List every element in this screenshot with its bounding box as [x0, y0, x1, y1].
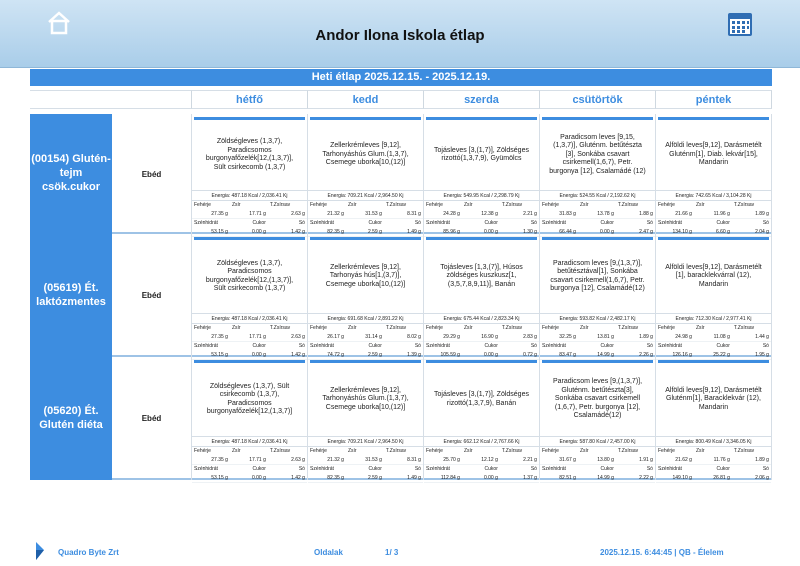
menu-cell	[656, 234, 772, 357]
nutrient-value: 2.26 g	[616, 351, 655, 360]
calendar-icon[interactable]	[727, 11, 753, 37]
nutrient-value: 8.31 g	[384, 456, 423, 465]
nutrient-label: Só	[530, 220, 537, 226]
nutrient-value: 2.59 g	[346, 228, 384, 237]
nutrient-label: Cukor	[368, 466, 382, 472]
nutrient-label: Cukor	[484, 466, 498, 472]
nutrient-value: 24.98 g	[656, 333, 694, 342]
nutrient-value: 31.53 g	[346, 210, 384, 219]
menu-cell	[424, 114, 540, 234]
meal-type: Ebéd	[112, 234, 192, 357]
nutrition-table	[540, 447, 655, 483]
nutrient-label: Szénhidrát	[658, 466, 682, 472]
nutrient-value: 31.53 g	[346, 456, 384, 465]
nutrient-label: Zsír	[231, 325, 241, 331]
diet-row	[30, 114, 772, 234]
menu-text: Zöldségleves (1,3,7), Paradicsomos burgonyafőzelék[12,(1,3,7)], Sült csirkecomb (1,3,7)	[192, 120, 307, 191]
nutrient-label: Só	[646, 220, 653, 226]
menu-text: Tojásleves [3,(1,7)], Zöldséges rizottó(1,3,7,9), Banán	[424, 363, 539, 437]
nutrition-table	[540, 324, 655, 360]
nutrient-label: Cukor	[252, 220, 266, 226]
nutrient-label: Zsír	[347, 325, 357, 331]
nutrient-label: Cukor	[484, 220, 498, 226]
nutrient-value: 2.83 g	[500, 333, 539, 342]
nutrient-value: 2.21 g	[500, 456, 539, 465]
nutrition-table	[540, 201, 655, 237]
nutrient-value: 21.32 g	[308, 456, 346, 465]
menu-cell	[424, 357, 540, 480]
nutrient-value: 2.63 g	[268, 333, 307, 342]
nutrient-label: T.Zsírsav	[501, 448, 523, 454]
nutrient-label: Zsír	[347, 448, 357, 454]
nutrient-label: Szénhidrát	[658, 220, 682, 226]
nutrient-label: Fehérje	[426, 325, 443, 331]
nutrient-label: Zsír	[231, 202, 241, 208]
nutrition-table	[308, 324, 423, 360]
nutrient-label: Cukor	[252, 466, 266, 472]
nutrient-value: 1.37 g	[500, 474, 539, 483]
nutrient-label: T.Zsírsav	[733, 202, 755, 208]
nutrient-value: 31.67 g	[540, 456, 578, 465]
nutrient-label: Cukor	[716, 220, 730, 226]
nutrient-value: 13.80 g	[578, 456, 616, 465]
menu-text: Paradicsom leves [9,15, (1,3,7)], Gluténm. betűtészta [3], Sonkába csavart csirkemell(1,6,7), Petr. burgonya [12], Csalamádé (12)	[540, 120, 655, 191]
menu-cell	[540, 114, 656, 234]
nutrient-label: Szénhidrát	[194, 466, 218, 472]
nutrient-label: Zsír	[463, 448, 473, 454]
nutrient-value: 53.15 g	[192, 351, 230, 360]
energy-value: Energia: 709.21 Kcal / 2,964.50 Kj	[308, 437, 423, 447]
nutrient-value: 16.90 g	[462, 333, 500, 342]
menu-text: Zellerkrémleves [9,12], Tarhonyáshús Glum.(1,3,7), Csemege uborka[10,(12)]	[308, 120, 423, 191]
nutrition-table	[308, 201, 423, 237]
nutrient-value: 0.00 g	[462, 474, 500, 483]
diet-row	[30, 357, 772, 480]
nutrient-label: Cukor	[716, 343, 730, 349]
nutrient-value: 105.59 g	[424, 351, 462, 360]
nutrient-value: 1.42 g	[268, 228, 307, 237]
menu-text: Alföldi leves[9,12], Darásmetélt [1], baracklekvárral (12), Mandarin	[656, 240, 771, 314]
energy-value: Energia: 662.12 Kcal / 2,767.66 Kj	[424, 437, 539, 447]
nutrient-label: Só	[414, 343, 421, 349]
nutrient-label: T.Zsírsav	[385, 202, 407, 208]
nutrition-table	[424, 324, 539, 360]
pages-label: Oldalak	[314, 548, 343, 557]
energy-value: Energia: 709.21 Kcal / 2,964.50 Kj	[308, 191, 423, 201]
menu-cell	[656, 357, 772, 480]
nutrient-label: Só	[646, 343, 653, 349]
nutrient-label: Só	[646, 466, 653, 472]
nutrient-label: Zsír	[231, 448, 241, 454]
nutrient-label: Fehérje	[310, 448, 327, 454]
menu-cell	[192, 114, 308, 234]
nutrient-label: Cukor	[600, 466, 614, 472]
nutrient-value: 26.17 g	[308, 333, 346, 342]
nutrient-value: 0.72 g	[500, 351, 539, 360]
nutrient-label: Szénhidrát	[426, 220, 450, 226]
nutrient-value: 17.71 g	[230, 333, 268, 342]
nutrient-value: 1.89 g	[732, 210, 771, 219]
nutrient-label: Zsír	[463, 202, 473, 208]
nutrient-label: Só	[298, 343, 305, 349]
nutrient-value: 1.89 g	[732, 456, 771, 465]
energy-value: Energia: 675.44 Kcal / 2,823.34 Kj	[424, 314, 539, 324]
nutrient-label: Szénhidrát	[194, 343, 218, 349]
day-header-1: kedd	[308, 90, 424, 109]
nutrient-label: T.Zsírsav	[269, 202, 291, 208]
diet-name: (05620) Ét. Glutén diéta	[30, 357, 112, 480]
nutrient-label: Zsír	[579, 448, 589, 454]
nutrient-value: 11.76 g	[694, 456, 732, 465]
nutrient-value: 2.21 g	[500, 210, 539, 219]
nutrient-label: T.Zsírsav	[617, 448, 639, 454]
nutrient-value: 24.28 g	[424, 210, 462, 219]
nutrient-label: Só	[762, 220, 769, 226]
nutrient-value: 14.99 g	[578, 351, 616, 360]
nutrient-value: 149.10 g	[656, 474, 694, 483]
energy-value: Energia: 487.18 Kcal / 2,036.41 Kj	[192, 437, 307, 447]
page-header	[0, 0, 800, 68]
nutrient-value: 126.16 g	[656, 351, 694, 360]
diet-name: (05619) Ét. laktózmentes	[30, 234, 112, 357]
nutrient-value: 27.35 g	[192, 333, 230, 342]
nutrient-label: Cukor	[600, 220, 614, 226]
nutrient-label: Cukor	[600, 343, 614, 349]
nutrient-label: T.Zsírsav	[733, 448, 755, 454]
nutrient-value: 32.25 g	[540, 333, 578, 342]
nutrient-value: 2.63 g	[268, 210, 307, 219]
nutrient-label: Fehérje	[542, 325, 559, 331]
energy-value: Energia: 712.30 Kcal / 2,977.41 Kj	[656, 314, 771, 324]
nutrient-label: T.Zsírsav	[269, 448, 291, 454]
nutrient-value: 1.39 g	[384, 351, 423, 360]
energy-value: Energia: 549.95 Kcal / 2,298.79 Kj	[424, 191, 539, 201]
nutrient-label: Cukor	[368, 343, 382, 349]
nutrient-value: 134.10 g	[656, 228, 694, 237]
nutrient-value: 1.88 g	[616, 210, 655, 219]
nutrient-label: Só	[298, 466, 305, 472]
nutrient-value: 13.81 g	[578, 333, 616, 342]
nutrient-value: 0.00 g	[578, 228, 616, 237]
nutrient-value: 2.04 g	[732, 228, 771, 237]
nutrient-value: 53.15 g	[192, 474, 230, 483]
nutrient-value: 2.06 g	[732, 474, 771, 483]
diet-row	[30, 234, 772, 357]
menu-text: Alföldi leves[9,12], Darásmetélt Gluténm[1], Diab. lekvár[15], Mandarin	[656, 120, 771, 191]
menu-text: Zöldségleves (1,3,7), Sült csirkecomb (1,3,7), Paradicsomos burgonyafőzelék[12,(1,3,7)]	[192, 363, 307, 437]
nutrient-label: Fehérje	[658, 448, 675, 454]
nutrient-value: 85.96 g	[424, 228, 462, 237]
nutrient-value: 1.95 g	[732, 351, 771, 360]
menu-text: Zellerkrémleves [9,12], Tarhonyás hús[1,(3,7)], Csemege uborka[10,(12)]	[308, 240, 423, 314]
nutrient-label: Fehérje	[310, 202, 327, 208]
nutrient-value: 26.81 g	[694, 474, 732, 483]
nutrient-label: Fehérje	[426, 202, 443, 208]
nutrient-label: T.Zsírsav	[501, 202, 523, 208]
nutrient-value: 29.29 g	[424, 333, 462, 342]
energy-value: Energia: 742.65 Kcal / 3,104.28 Kj	[656, 191, 771, 201]
nutrient-label: Szénhidrát	[542, 466, 566, 472]
nutrition-table	[656, 324, 771, 360]
menu-text: Zöldségleves (1,3,7), Paradicsomos burgonyafőzelék[12,(1,3,7)], Sült csirkecomb (1,3,7)	[192, 240, 307, 314]
nutrient-value: 53.15 g	[192, 228, 230, 237]
nutrient-label: Só	[530, 343, 537, 349]
nutrient-value: 14.99 g	[578, 474, 616, 483]
nutrient-value: 82.51 g	[540, 474, 578, 483]
menu-text: Alföldi leves[9,12], Darásmetélt Gluténm[1], Baracklekvár (12), Mandarin	[656, 363, 771, 437]
energy-value: Energia: 524.55 Kcal / 2,192.62 Kj	[540, 191, 655, 201]
nutrient-value: 0.00 g	[462, 351, 500, 360]
energy-value: Energia: 593.82 Kcal / 2,482.17 Kj	[540, 314, 655, 324]
nutrient-label: Fehérje	[194, 202, 211, 208]
nutrient-value: 1.42 g	[268, 474, 307, 483]
nutrient-label: Zsír	[579, 202, 589, 208]
meal-type: Ebéd	[112, 114, 192, 234]
nutrient-value: 31.14 g	[346, 333, 384, 342]
energy-value: Energia: 487.18 Kcal / 2,036.41 Kj	[192, 191, 307, 201]
nutrient-label: Fehérje	[194, 325, 211, 331]
company-name: Quadro Byte Zrt	[58, 548, 119, 557]
page-title: Andor Ilona Iskola étlap	[315, 27, 485, 44]
nutrient-value: 1.49 g	[384, 474, 423, 483]
nutrient-value: 1.49 g	[384, 228, 423, 237]
nutrient-label: T.Zsírsav	[617, 325, 639, 331]
nutrient-value: 1.42 g	[268, 351, 307, 360]
nutrient-value: 25.22 g	[694, 351, 732, 360]
week-label: Heti étlap 2025.12.15. - 2025.12.19.	[30, 69, 772, 86]
nutrient-value: 2.47 g	[616, 228, 655, 237]
day-header-4: péntek	[656, 90, 772, 109]
nutrient-label: Zsír	[463, 325, 473, 331]
nutrition-table	[656, 447, 771, 483]
energy-value: Energia: 587.80 Kcal / 2,457.00 Kj	[540, 437, 655, 447]
nutrient-label: Só	[762, 466, 769, 472]
nutrient-value: 0.00 g	[230, 474, 268, 483]
nutrient-value: 2.59 g	[346, 474, 384, 483]
nutrient-value: 17.71 g	[230, 456, 268, 465]
nutrient-value: 83.47 g	[540, 351, 578, 360]
nutrient-label: Szénhidrát	[658, 343, 682, 349]
nutrient-label: Cukor	[716, 466, 730, 472]
nutrient-label: Fehérje	[426, 448, 443, 454]
menu-text: Paradicsom leves [9,(1,3,7)], betűtésztával[1], Sonkába csavart csirkemell(1,6,7), Petr. burgonya [12], Csalamádé(12)	[540, 240, 655, 314]
nutrient-label: T.Zsírsav	[733, 325, 755, 331]
nutrient-value: 27.35 g	[192, 456, 230, 465]
nutrient-value: 1.89 g	[616, 333, 655, 342]
nutrient-label: Zsír	[579, 325, 589, 331]
nutrient-value: 66.44 g	[540, 228, 578, 237]
nutrient-label: Só	[530, 466, 537, 472]
nutrient-value: 13.78 g	[578, 210, 616, 219]
day-header-2: szerda	[424, 90, 540, 109]
nutrient-value: 0.00 g	[230, 228, 268, 237]
menu-cell	[308, 357, 424, 480]
nutrient-label: Zsír	[695, 325, 705, 331]
nutrient-label: Só	[414, 466, 421, 472]
nutrient-label: Szénhidrát	[426, 343, 450, 349]
nutrient-value: 31.83 g	[540, 210, 578, 219]
menu-text: Tojásleves [3,(1,7)], Zöldséges rizottó(1,3,7,9), Gyümölcs	[424, 120, 539, 191]
nutrient-value: 112.84 g	[424, 474, 462, 483]
menu-cell	[192, 234, 308, 357]
nutrient-value: 82.35 g	[308, 228, 346, 237]
company-logo-icon	[34, 540, 48, 562]
menu-cell	[540, 234, 656, 357]
nutrient-label: T.Zsírsav	[617, 202, 639, 208]
menu-cell	[308, 234, 424, 357]
nutrient-label: Szénhidrát	[542, 220, 566, 226]
nutrient-label: Fehérje	[542, 202, 559, 208]
energy-value: Energia: 800.49 Kcal / 3,346.05 Kj	[656, 437, 771, 447]
nutrient-label: Zsír	[695, 448, 705, 454]
header-corner	[30, 90, 192, 109]
nutrient-label: Szénhidrát	[426, 466, 450, 472]
nutrient-value: 1.44 g	[732, 333, 771, 342]
energy-value: Energia: 487.18 Kcal / 2,036.41 Kj	[192, 314, 307, 324]
nutrition-table	[192, 447, 307, 483]
nutrient-value: 21.66 g	[656, 210, 694, 219]
nutrient-value: 1.91 g	[616, 456, 655, 465]
nutrient-value: 12.12 g	[462, 456, 500, 465]
nutrient-label: Szénhidrát	[542, 343, 566, 349]
nutrient-value: 21.62 g	[656, 456, 694, 465]
nutrient-label: T.Zsírsav	[269, 325, 291, 331]
nutrition-table	[424, 201, 539, 237]
nutrient-value: 2.59 g	[346, 351, 384, 360]
nutrition-table	[656, 201, 771, 237]
nutrient-label: T.Zsírsav	[385, 448, 407, 454]
nutrient-value: 0.00 g	[462, 228, 500, 237]
menu-cell	[192, 357, 308, 480]
energy-value: Energia: 691.68 Kcal / 2,891.22 Kj	[308, 314, 423, 324]
nutrient-label: T.Zsírsav	[501, 325, 523, 331]
page-number: 1/ 3	[385, 548, 399, 557]
meal-type: Ebéd	[112, 357, 192, 480]
nutrient-label: Cukor	[252, 343, 266, 349]
nutrient-value: 21.32 g	[308, 210, 346, 219]
nutrient-label: Fehérje	[542, 448, 559, 454]
nutrient-label: Zsír	[695, 202, 705, 208]
nutrient-label: Cukor	[368, 220, 382, 226]
nutrient-label: Szénhidrát	[310, 343, 334, 349]
nutrient-value: 11.96 g	[694, 210, 732, 219]
menu-text: Tojásleves [1,3,(7)], Húsos zöldséges kuszkusz[1, (3,5,7,8,9,11)], Banán	[424, 240, 539, 314]
nutrition-table	[308, 447, 423, 483]
nutrient-label: Fehérje	[310, 325, 327, 331]
nutrient-label: Só	[414, 220, 421, 226]
nutrition-table	[424, 447, 539, 483]
nutrient-value: 8.31 g	[384, 210, 423, 219]
nutrient-label: Só	[298, 220, 305, 226]
nutrient-label: Szénhidrát	[310, 466, 334, 472]
nutrient-label: Fehérje	[194, 448, 211, 454]
nutrient-value: 2.63 g	[268, 456, 307, 465]
nutrient-value: 82.35 g	[308, 474, 346, 483]
nutrient-value: 2.22 g	[616, 474, 655, 483]
day-header-0: hétfő	[192, 90, 308, 109]
nutrient-label: Fehérje	[658, 202, 675, 208]
nutrition-table	[192, 201, 307, 237]
nutrient-value: 17.71 g	[230, 210, 268, 219]
day-header-3: csütörtök	[540, 90, 656, 109]
nutrient-label: Szénhidrát	[194, 220, 218, 226]
nutrient-label: T.Zsírsav	[385, 325, 407, 331]
nutrient-value: 27.35 g	[192, 210, 230, 219]
menu-cell	[656, 114, 772, 234]
nutrient-label: Zsír	[347, 202, 357, 208]
nutrient-label: Cukor	[484, 343, 498, 349]
nutrient-label: Fehérje	[658, 325, 675, 331]
nutrient-value: 11.08 g	[694, 333, 732, 342]
nutrient-value: 25.70 g	[424, 456, 462, 465]
nutrition-table	[192, 324, 307, 360]
nutrient-value: 12.38 g	[462, 210, 500, 219]
menu-text: Zellerkrémleves [9,12], Tarhonyáshús Glum.(1,3,7), Csemege uborka[10,(12)]	[308, 363, 423, 437]
menu-text: Paradicsom leves [9,(1,3,7)], Gluténm. betűtészta[3], Sonkába csavart csirkemell (1,6,7), Petr. burgonya [12], Csalamádé(12)	[540, 363, 655, 437]
nutrient-label: Szénhidrát	[310, 220, 334, 226]
nutrient-value: 6.60 g	[694, 228, 732, 237]
menu-cell	[424, 234, 540, 357]
nutrient-value: 74.72 g	[308, 351, 346, 360]
diet-name: (00154) Glutén-tejm csök.cukor	[30, 114, 112, 234]
nutrient-value: 1.30 g	[500, 228, 539, 237]
nutrient-label: Só	[762, 343, 769, 349]
nutrient-value: 8.02 g	[384, 333, 423, 342]
menu-cell	[540, 357, 656, 480]
menu-cell	[308, 114, 424, 234]
nutrient-value: 0.00 g	[230, 351, 268, 360]
print-timestamp: 2025.12.15. 6:44:45 | QB - Élelem	[600, 548, 724, 557]
page-footer	[0, 540, 800, 566]
